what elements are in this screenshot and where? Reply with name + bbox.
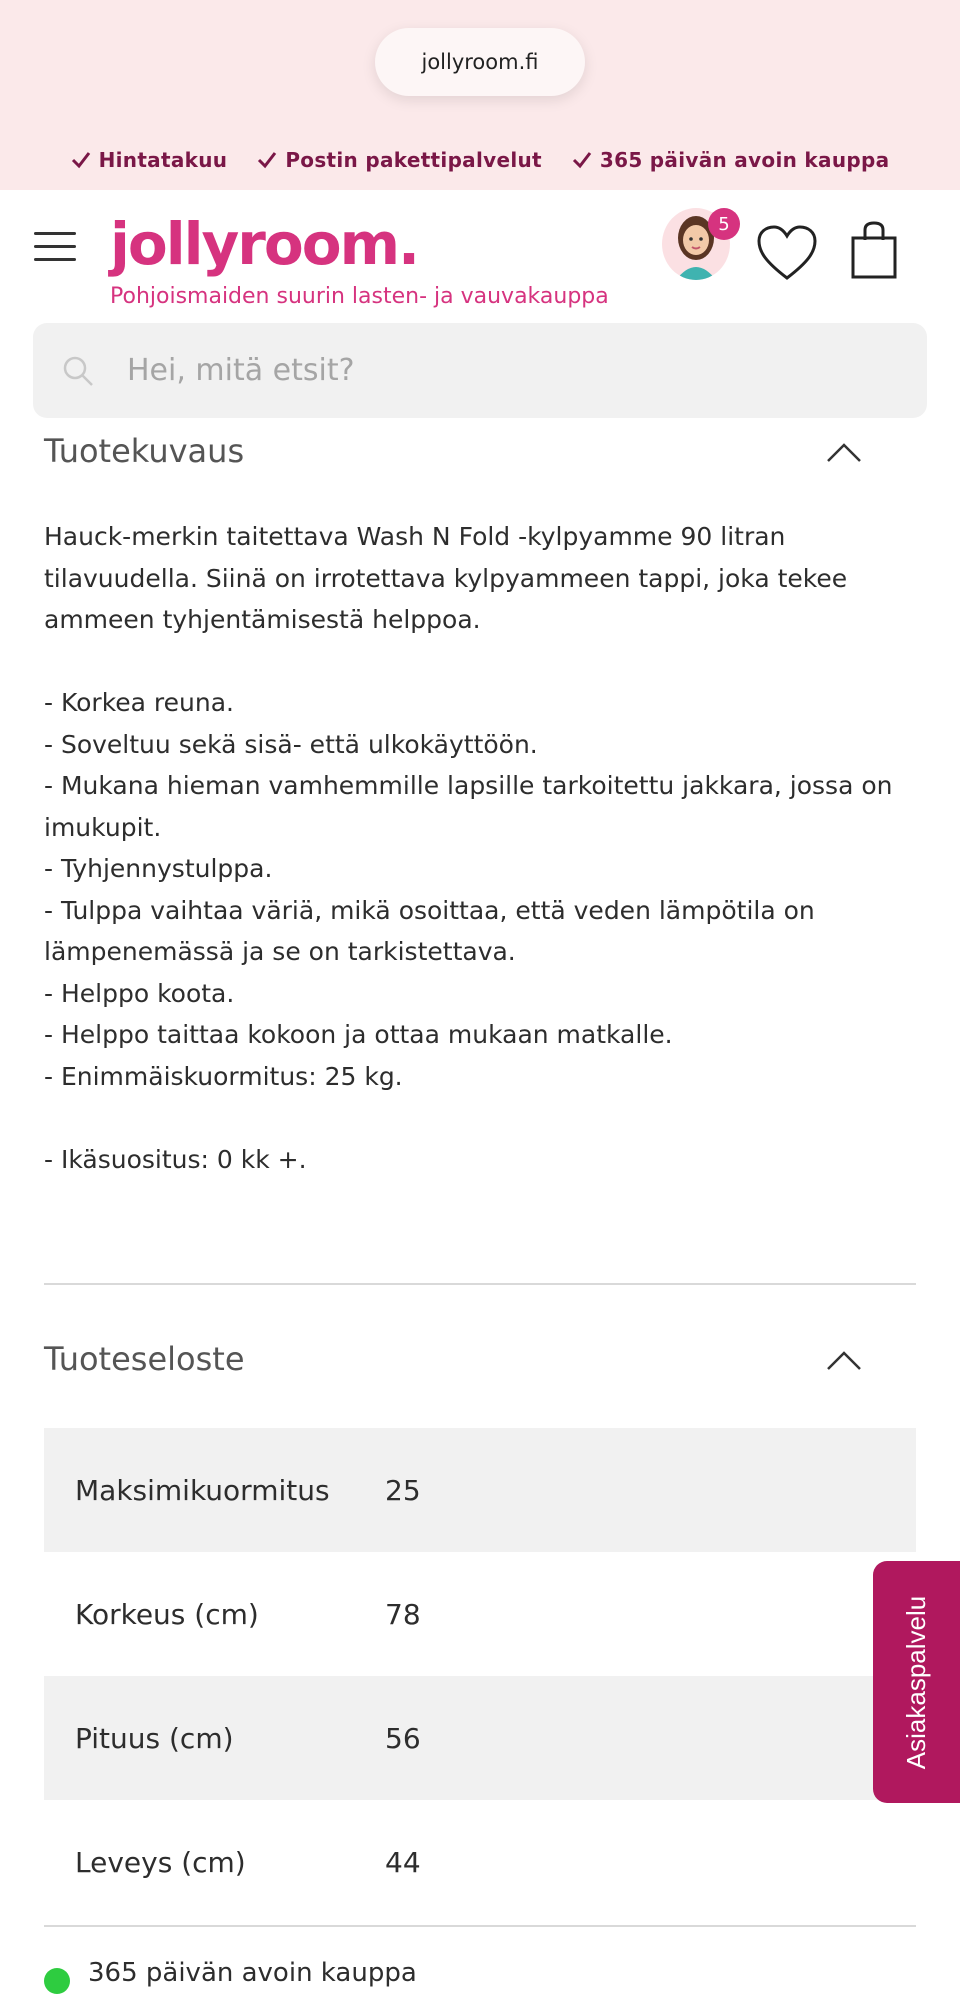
usp-label: 365 päivän avoin kauppa — [599, 148, 890, 172]
chevron-up-icon[interactable] — [826, 441, 862, 463]
bottom-usp-text: 365 päivän avoin kauppa — [88, 1958, 417, 1988]
browser-top-band — [0, 0, 960, 190]
spec-value: 44 — [385, 1845, 421, 1879]
check-icon — [71, 150, 91, 170]
specs-title[interactable]: Tuoteseloste — [44, 1340, 245, 1378]
description-bullet: - Soveltuu sekä sisä- että ulkokäyttöön. — [44, 729, 538, 759]
table-row — [44, 1428, 916, 1552]
spec-key: Leveys (cm) — [75, 1845, 246, 1879]
usp-item — [71, 142, 228, 178]
divider — [44, 1925, 916, 1927]
chevron-up-icon[interactable] — [826, 1349, 862, 1371]
description-title[interactable]: Tuotekuvaus — [44, 432, 245, 470]
logo[interactable]: jollyroom. — [110, 210, 419, 278]
usp-bar — [0, 142, 960, 178]
table-row — [44, 1676, 916, 1800]
description-bullet: - Korkea reuna. — [44, 688, 234, 717]
usp-item — [572, 142, 890, 178]
search-bar[interactable] — [33, 323, 927, 418]
customer-service-label: Asiakaspalvelu — [901, 1595, 931, 1769]
spec-key: Pituus (cm) — [75, 1721, 234, 1755]
spec-value: 25 — [385, 1473, 421, 1507]
shopping-bag-icon[interactable] — [850, 220, 898, 280]
description-bullet: - Tyhjennystulppa. — [44, 854, 273, 883]
site-header — [0, 190, 960, 320]
spec-key: Maksimikuormitus — [75, 1473, 330, 1507]
usp-item — [257, 142, 542, 178]
description-bullet: - Helppo koota. — [44, 978, 235, 1008]
spec-value: 78 — [385, 1597, 421, 1631]
usp-label: Hintatakuu — [98, 148, 228, 172]
description-bullet: - Enimmäiskuormitus: 25 kg. — [44, 1061, 403, 1091]
spec-key: Korkeus (cm) — [75, 1597, 259, 1631]
notification-badge: 5 — [708, 208, 740, 240]
divider — [44, 1283, 916, 1285]
status-dot-icon — [44, 1968, 70, 1994]
url-bar[interactable] — [375, 28, 585, 96]
description-body — [44, 516, 904, 1180]
description-bullet: - Tulppa vaihtaa väriä, mikä osoittaa, että veden lämpötila on lämpenemässä ja se on tarkistettava. — [44, 895, 815, 966]
check-icon — [572, 150, 592, 170]
check-icon — [257, 150, 277, 170]
customer-service-tab[interactable] — [873, 1561, 960, 1803]
description-age: - Ikäsuositus: 0 kk +. — [44, 1144, 307, 1174]
table-row — [44, 1800, 916, 1924]
tagline: Pohjoismaiden suurin lasten- ja vauvakauppa — [110, 284, 609, 309]
description-bullet: - Mukana hieman vamhemmille lapsille tarkoitettu jakkara, jossa on imukupit. — [44, 771, 893, 842]
heart-icon[interactable] — [756, 224, 818, 282]
url-text: jollyroom.fi — [421, 50, 539, 74]
search-input[interactable] — [125, 352, 909, 389]
spec-value: 56 — [385, 1721, 421, 1755]
description-bullet: - Helppo taittaa kokoon ja ottaa mukaan matkalle. — [44, 1020, 673, 1049]
usp-label: Postin pakettipalvelut — [285, 148, 542, 172]
specs-table — [44, 1428, 916, 1924]
table-row — [44, 1552, 916, 1676]
description-intro: Hauck-merkin taitettava Wash N Fold -kylpyamme 90 litran tilavuudella. Siinä on irrotettava kylpyammeen tappi, joka tekee ammeen tyhjentämisestä helppoa. — [44, 522, 848, 634]
menu-icon[interactable] — [34, 232, 76, 264]
search-icon — [61, 354, 95, 388]
